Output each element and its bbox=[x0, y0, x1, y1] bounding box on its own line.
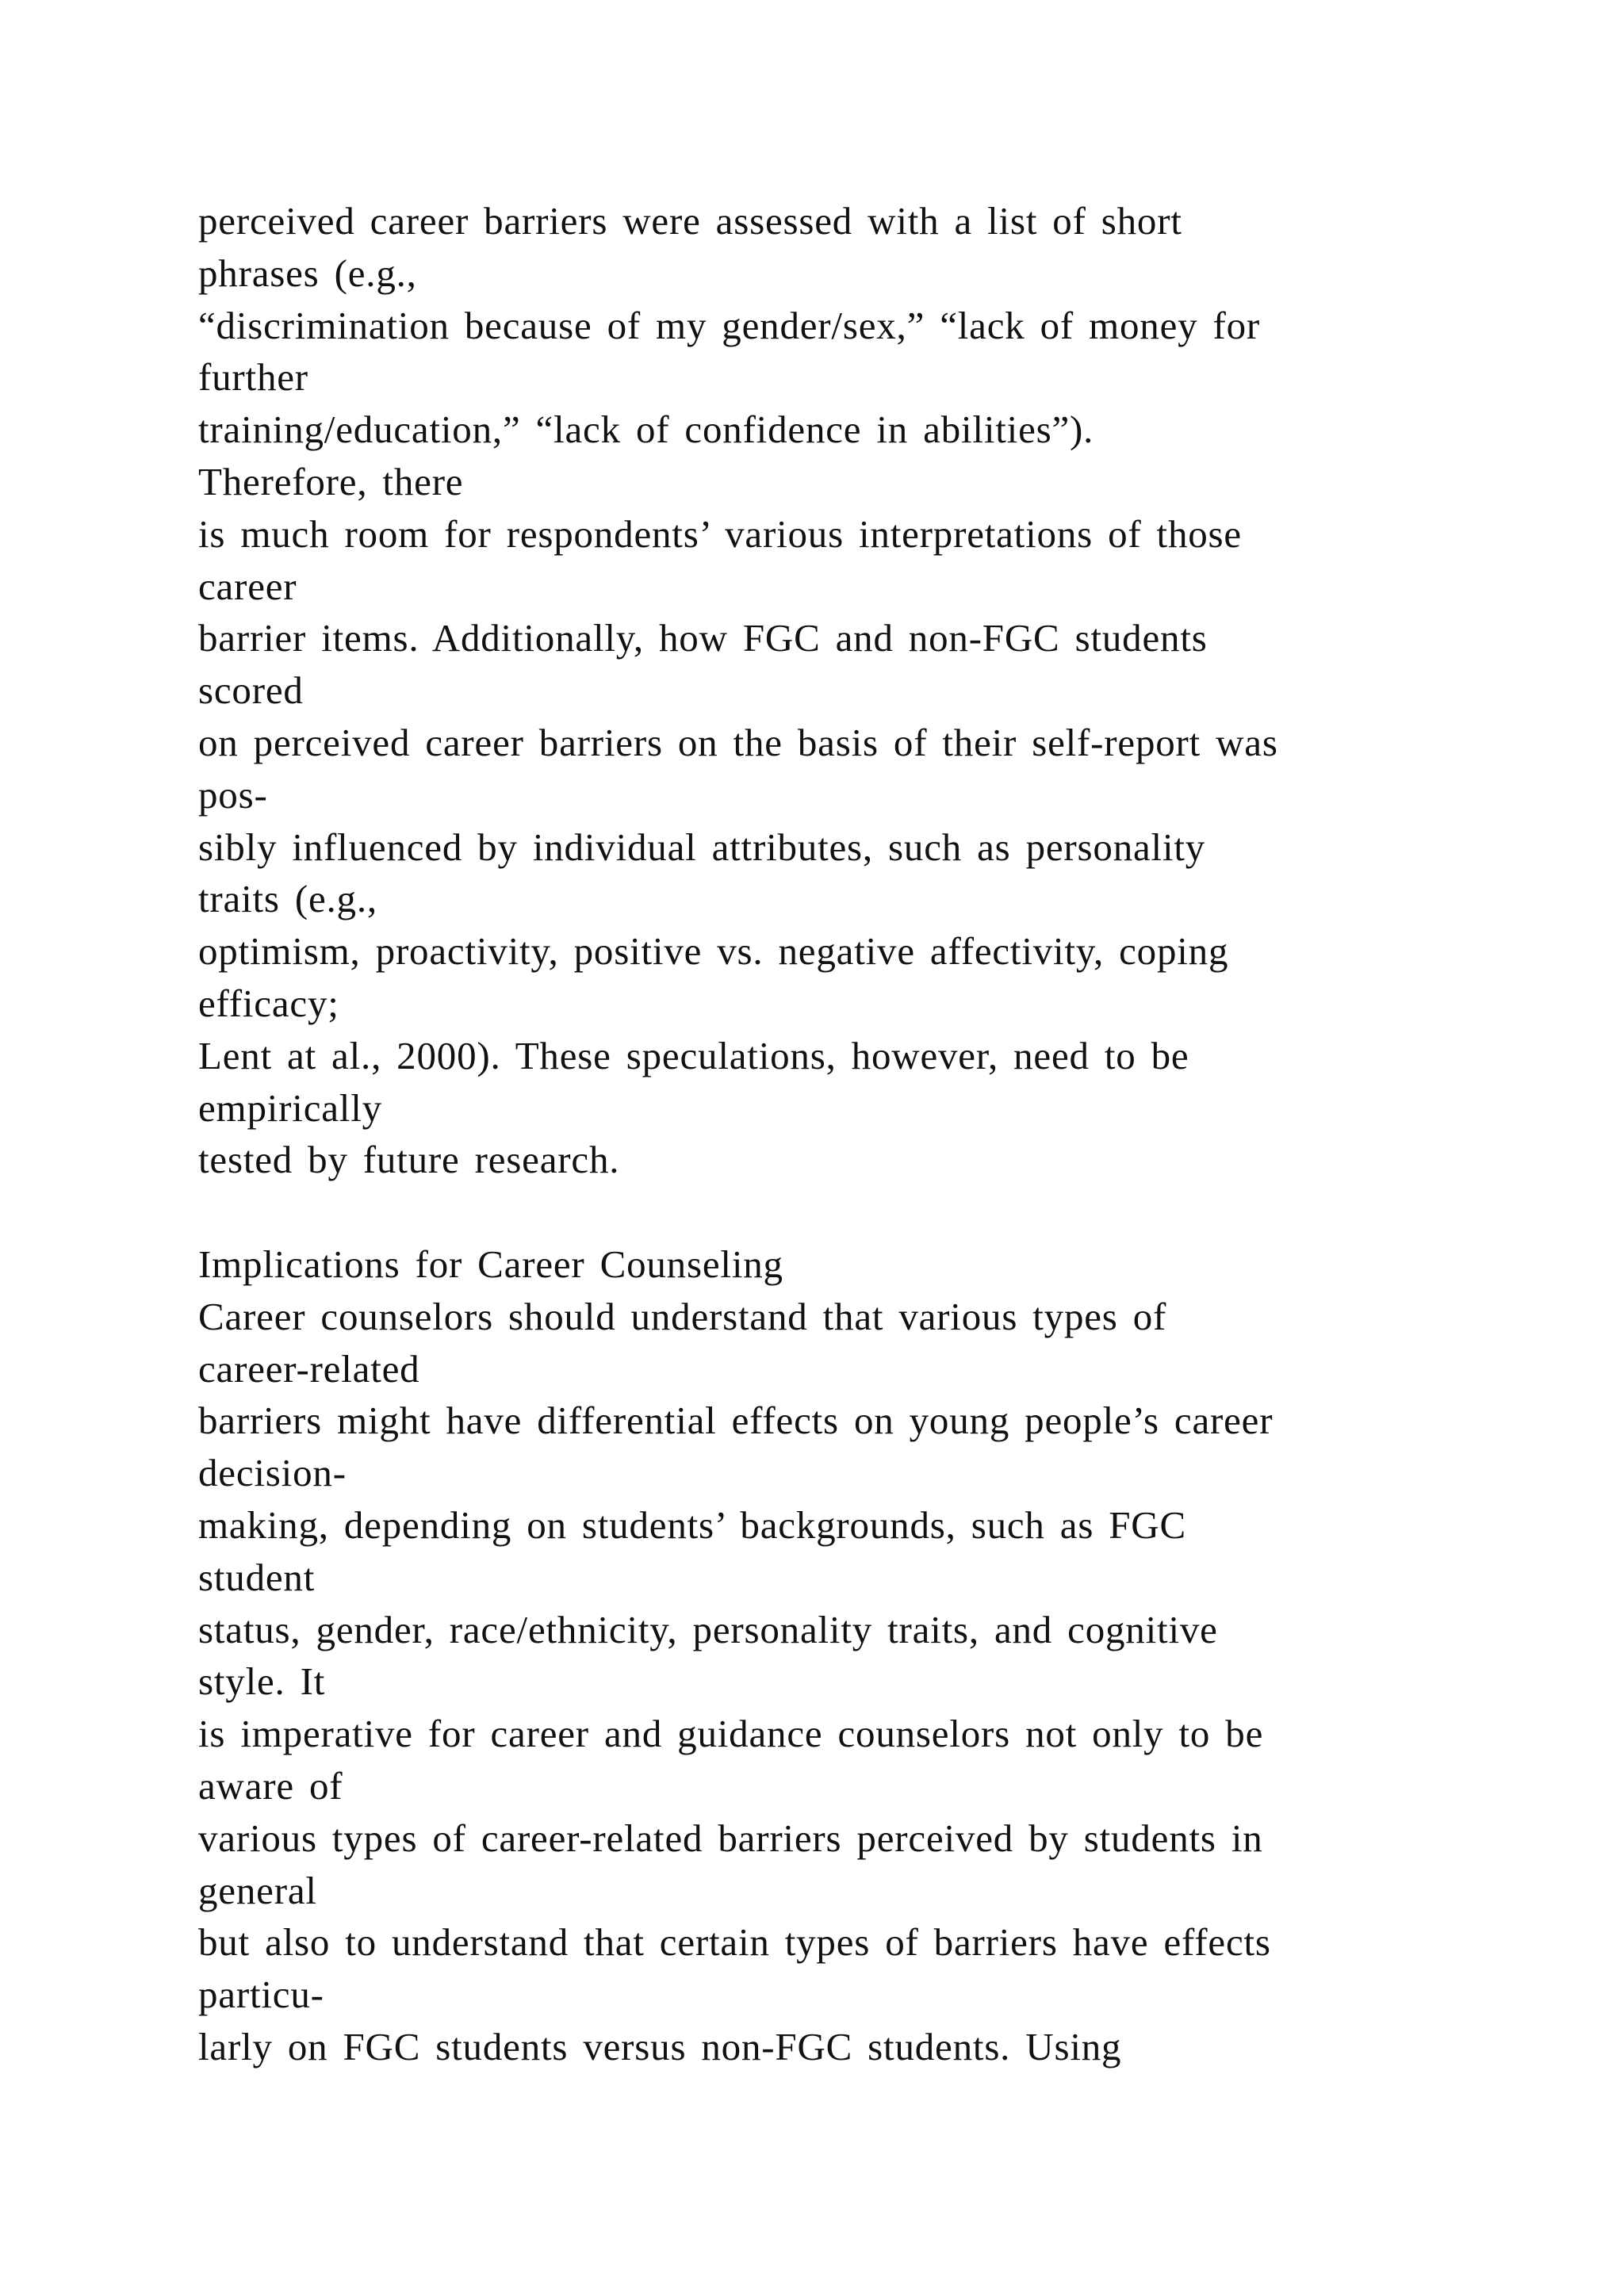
section-heading: Implications for Career Counseling bbox=[198, 1242, 783, 1286]
text-line: pos- bbox=[198, 772, 268, 817]
text-line: general bbox=[198, 1868, 317, 1912]
text-line: decision- bbox=[198, 1451, 347, 1495]
text-line: is imperative for career and guidance counselors not only to be bbox=[198, 1712, 1264, 1756]
paragraph-1 bbox=[198, 195, 1546, 1186]
text-line: “discrimination because of my gender/sex,” “lack of money for bbox=[198, 303, 1261, 347]
text-line: but also to understand that certain types of barriers have effects bbox=[198, 1920, 1271, 1965]
text-line: Therefore, there bbox=[198, 459, 464, 503]
text-line: making, depending on students’ backgrounds, such as FGC bbox=[198, 1502, 1186, 1547]
text-line: sibly influenced by individual attributes, such as personality bbox=[198, 825, 1206, 869]
text-line: tested by future research. bbox=[198, 1138, 620, 1182]
text-line: larly on FGC students versus non-FGC students. Using bbox=[198, 2024, 1122, 2068]
paragraph-2 bbox=[198, 1291, 1546, 2073]
text-line: style. It bbox=[198, 1659, 326, 1704]
text-line: scored bbox=[198, 668, 304, 713]
paragraph-gap bbox=[198, 1186, 1546, 1238]
text-line: various types of career-related barriers perceived by students in bbox=[198, 1816, 1263, 1860]
text-line: Career counselors should understand that various types of bbox=[198, 1294, 1167, 1338]
text-line: student bbox=[198, 1555, 316, 1599]
text-line: empirically bbox=[198, 1085, 382, 1130]
text-line: further bbox=[198, 355, 308, 400]
text-line: barriers might have differential effects on young people’s career bbox=[198, 1399, 1274, 1443]
text-line: on perceived career barriers on the basis of their self-report was bbox=[198, 720, 1278, 764]
text-line: perceived career barriers were assessed with a list of short bbox=[198, 199, 1182, 243]
text-line: career-related bbox=[198, 1346, 420, 1391]
body-text bbox=[198, 195, 1546, 2073]
text-line: optimism, proactivity, positive vs. negative affectivity, coping bbox=[198, 929, 1229, 974]
text-line: efficacy; bbox=[198, 981, 339, 1025]
text-line: aware of bbox=[198, 1763, 343, 1808]
text-line: training/education,” “lack of confidence in abilities”). bbox=[198, 408, 1094, 452]
text-line: is much room for respondents’ various interpretations of those bbox=[198, 511, 1242, 556]
text-line: particu- bbox=[198, 1973, 324, 2017]
text-line: status, gender, race/ethnicity, personality traits, and cognitive bbox=[198, 1607, 1218, 1651]
text-line: Lent at al., 2000). These speculations, however, need to be bbox=[198, 1033, 1189, 1077]
text-line: career bbox=[198, 564, 297, 608]
text-line: barrier items. Additionally, how FGC and non-FGC students bbox=[198, 616, 1208, 660]
text-line: phrases (e.g., bbox=[198, 251, 417, 295]
text-line: traits (e.g., bbox=[198, 877, 377, 921]
